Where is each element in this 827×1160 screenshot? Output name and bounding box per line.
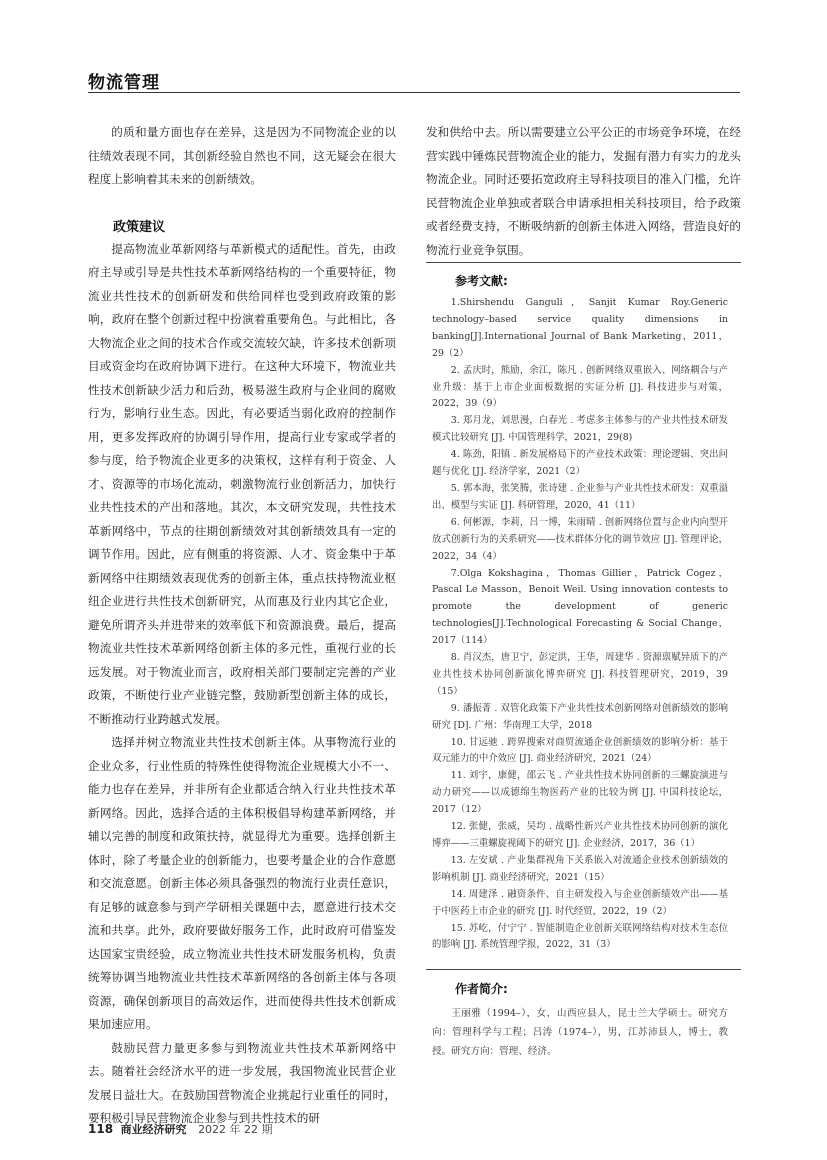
continuation-paragraph: 发和供给中去。所以需要建立公平公正的市场竞争环境，在经营实践中锤炼民营物流企业的能力，发掘有潜力有实力的龙头物流企业。同时还要拓宽政府主导科技项目的准入门槛，允许民营物流企业单独或者联合申请承担相关科技项目，给予政策或者经费支持，不断吸纳新的创新主体进入网络，营造良好的物流行业竞争氛围。 — [426, 125, 741, 257]
reference-item: 2. 孟庆时，熊励，余江，陈凡 . 创新网络双重嵌入、网络耦合与产业升级：基于上市企业面板数据的实证分析 [J]. 科技进步与对策，2022，39（9） — [432, 364, 728, 410]
references-list — [432, 295, 728, 954]
reference-item: 11. 刘宇，康健，邵云飞 . 产业共性技术协同创新的三螺旋演进与动力研究——以成德绵生物医药产业的比较为例 [J]. 中国科技论坛，2017（12） — [432, 770, 728, 816]
author-bio-title: 作者简介: — [455, 982, 508, 996]
reference-item: 5. 郭本海，张笑腾，张诗建 . 企业参与产业共性技术研发：双重溢出、模型与实证 [J]. 科研管理，2020，41（11） — [432, 482, 728, 511]
intro-paragraph: 的质和量方面也存在差异，这是因为不同物流企业的以往绩效表现不同，其创新经验自然也不同，这无疑会在很大程度上影响着其未来的创新绩效。 — [88, 125, 396, 186]
body-paragraph: 选择并树立物流业共性技术创新主体。从事物流行业的企业众多，行业性质的特殊性使得物流企业规模大小不一、能力也存在差异，并非所有企业都适合纳入行业共性技术革新网络。因此，选择合适的主体积极倡导构建革新网络，并辅以完善的制度和政策扶持，就显得尤为重要。选择创新主体时，除了考量企业的创新能力，也要考量企业的合作意愿和交流意愿。创新主体必须具备强烈的物流行业责任意识，有足够的诚意参与到产学研相关课题中去，愿意进行技术交流和共享。此外，政府要做好服务工作，此时政府可借鉴发达国家宝贵经验，成立物流业共性技术研发服务机构，负责统筹协调当地物流业共性技术革新网络的各创新主体与各项资源，确保创新项目的高效运作，进而使得共性技术创新成果加速应用。 — [88, 735, 396, 1031]
section-heading: 政策建议 — [113, 219, 166, 235]
right-column — [426, 121, 741, 262]
reference-item: 9. 潘振菁 . 双管化政策下产业共性技术创新网络对创新绩效的影响研究 [D]. 广州：华南理工大学，2018 — [432, 702, 728, 731]
references-top-rule — [426, 262, 741, 263]
references-title: 参考文献: — [455, 274, 508, 288]
page-header-title: 物流管理 — [88, 73, 160, 93]
page-number: 118 — [88, 1122, 114, 1136]
author-bio-text: 王丽雅（1994–），女，山西应县人，昆士兰大学硕士。研究方向：管理科学与工程；吕涛（1974–），男，江苏沛县人，博士，教授。研究方向：管理、经济。 — [432, 1008, 728, 1057]
body-paragraph: 提高物流业革新网络与革新模式的适配性。首先，由政府主导或引导是共性技术革新网络结构的一个重要特征，物流业共性技术的创新研发和供给同样也受到政府政策的影响，政府在整个创新过程中扮演着重要角色。与此相比，各大物流企业之间的技术合作或交流较欠缺，许多技术创新项目或资金均在政府协调下进行。在这种大环境下，物流业共性技术创新缺少活力和后劲，极易滋生政府与企业间的腐败行为，影响行业生态。因此，有必要适当弱化政府的控制作用，更多发挥政府的协调引导作用，提高行业专家或学者的参与度，给予物流企业更多的决策权，这样有利于资金、人才、资源等的市场化流动，刺激物流行业创新活力，加快行业共性技术的产出和落地。其次，本文研究发现，共性技术革新网络中，节点的往期创新绩效对其创新绩效具有一定的调节作用。因此，应有侧重的将资源、人才、资金集中于革新网络中往期绩效表现优秀的创新主体，重点扶持物流业枢纽企业进行共性技术创新研究，从而惠及行业内其它企业，避免所谓齐头并进带来的效率低下和资源浪费。最后，提高物流业共性技术革新网络创新主体的多元性，重视行业的长远发展。对于物流业而言，政府相关部门要制定完善的产业政策，不断使行业产业链完整，鼓励新型创新主体的成长，不断推动行业跨越式发展。 — [88, 241, 396, 726]
left-column — [88, 121, 396, 1131]
reference-item: 8. 肖汉杰，唐卫宁，彭定洪，王华，周建华 . 资源禀赋异质下的产业共性技术协同创新演化博弈研究 [J]. 科技管理研究，2019，39（15） — [432, 652, 728, 697]
reference-item: 4. 陈劲，阳镇 . 新发展格局下的产业技术政策：理论逻辑、突出问题与优化 [J]. 经济学家，2021（2） — [432, 449, 728, 478]
reference-item: 1.Shirshendu Ganguli，Sanjit Kumar Roy.Generic technology–based service quality dimensions in banking[J].International Journal of Bank Marketing，2011，29（2） — [432, 297, 728, 359]
journal-issue: 2022 年 22 期 — [198, 1123, 273, 1136]
journal-name: 商业经济研究 — [120, 1123, 187, 1136]
body-paragraph: 鼓励民营力量更多参与到物流业共性技术革新网络中去。随着社会经济水平的进一步发展，我国物流业民营企业发展日益壮大。在鼓励国营物流企业挑起行业重任的同时，要积极引导民营物流企业参与到共性技术的研 — [88, 1040, 396, 1125]
reference-item: 12. 张健，张威，吴均 . 战略性新兴产业共性技术协同创新的演化博弈——三重螺旋视阈下的研究 [J]. 企业经济，2017，36（1） — [432, 821, 728, 849]
reference-item: 15. 苏屹，付宁宁 . 智能制造企业创新关联网络结构对技术生态位的影响 [J]. 系统管理学报，2022，31（3） — [432, 922, 728, 951]
page-footer — [88, 1121, 273, 1137]
reference-item: 7.Olga Kokshagina，Thomas Gillier，Patrick Cogez，Pascal Le Masson，Benoit Weil. Using innovation contests to promote the development of generic technologies[J].Technological Forecasting & Social Change，2017（114） — [432, 567, 728, 647]
reference-item: 3. 郑月龙，刘思漫，白春光 . 考虑多主体参与的产业共性技术研发模式比较研究 [J]. 中国管理科学，2021，29(8) — [432, 415, 728, 444]
reference-item: 13. 左安斌 . 产业集群视角下关系嵌入对流通企业技术创新绩效的影响机制 [J]. 商业经济研究，2021（15） — [432, 854, 728, 883]
reference-item: 10. 甘远驰 . 跨界搜索对商贸流通企业创新绩效的影响分析：基于双元能力的中介效应 [J]. 商业经济研究，2021（24） — [432, 736, 728, 765]
reference-item: 14. 周建泽 . 融资条件、自主研发投入与企业创新绩效产出——基于中医药上市企业的研究 [J]. 时代经贸，2022，19（2） — [432, 888, 728, 917]
author-top-rule — [426, 969, 741, 970]
header-rule — [88, 92, 740, 93]
reference-item: 6. 何彬源，李莉，吕一博，朱雨晴 . 创新网络位置与企业内向型开放式创新行为的关系研究——技术群体分化的调节效应 [J]. 管理评论，2022，34（4） — [432, 516, 728, 562]
